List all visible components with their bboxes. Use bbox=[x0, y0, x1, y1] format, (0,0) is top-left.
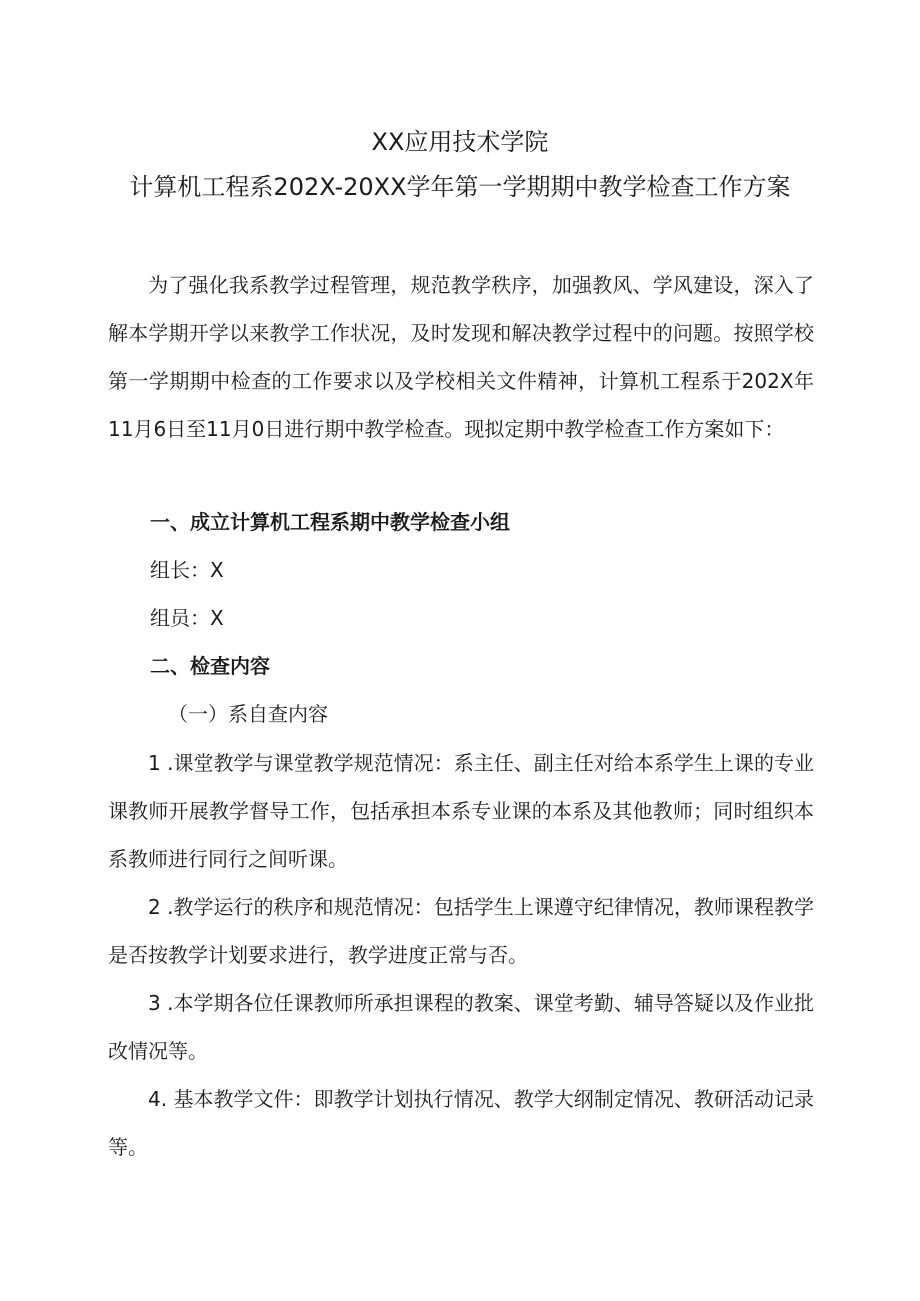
list-item-lesson-plans bbox=[108, 979, 814, 1075]
document-title-plan: 计算机工程系202X-20XX学年第一学期期中教学检查工作方案 bbox=[129, 173, 791, 201]
subsection-heading-self-check: （一）系自查内容 bbox=[168, 702, 328, 726]
list-item-classroom-teaching bbox=[108, 739, 814, 883]
group-member-line: 组员：X bbox=[150, 606, 224, 630]
intro-paragraph bbox=[108, 261, 814, 453]
section-heading-content: 二、检查内容 bbox=[150, 654, 270, 678]
list-item-text: 3 .本学期各位任课教师所承担课程的教案、课堂考勤、辅导答疑以及作业批改情况等。 bbox=[108, 991, 814, 1063]
list-item-basic-documents bbox=[108, 1075, 814, 1171]
list-item-text: 4. 基本教学文件：即教学计划执行情况、教学大纲制定情况、教研活动记录等。 bbox=[108, 1087, 814, 1159]
list-item-text: 2 .教学运行的秩序和规范情况：包括学生上课遵守纪律情况，教师课程教学是否按教学计划要求进行，教学进度正常与否。 bbox=[108, 895, 814, 967]
group-leader-line: 组长：X bbox=[150, 558, 224, 582]
document-title-institution: XX应用技术学院 bbox=[371, 128, 549, 156]
list-item-text: 1 .课堂教学与课堂教学规范情况：系主任、副主任对给本系学生上课的专业课教师开展教学督导工作，包括承担本系专业课的本系及其他教师；同时组织本系教师进行同行之间听课。 bbox=[108, 751, 814, 871]
section-heading-group: 一、成立计算机工程系期中教学检查小组 bbox=[150, 510, 510, 534]
intro-text: 为了强化我系教学过程管理，规范教学秩序，加强教风、学风建设，深入了解本学期开学以来教学工作状况，及时发现和解决教学过程中的问题。按照学校第一学期期中检查的工作要求以及学校相关文件精神，计算机工程系于202X年11月6日至11月0日进行期中教学检查。现拟定期中教学检查工作方案如下： bbox=[108, 273, 814, 441]
list-item-teaching-order bbox=[108, 883, 814, 979]
